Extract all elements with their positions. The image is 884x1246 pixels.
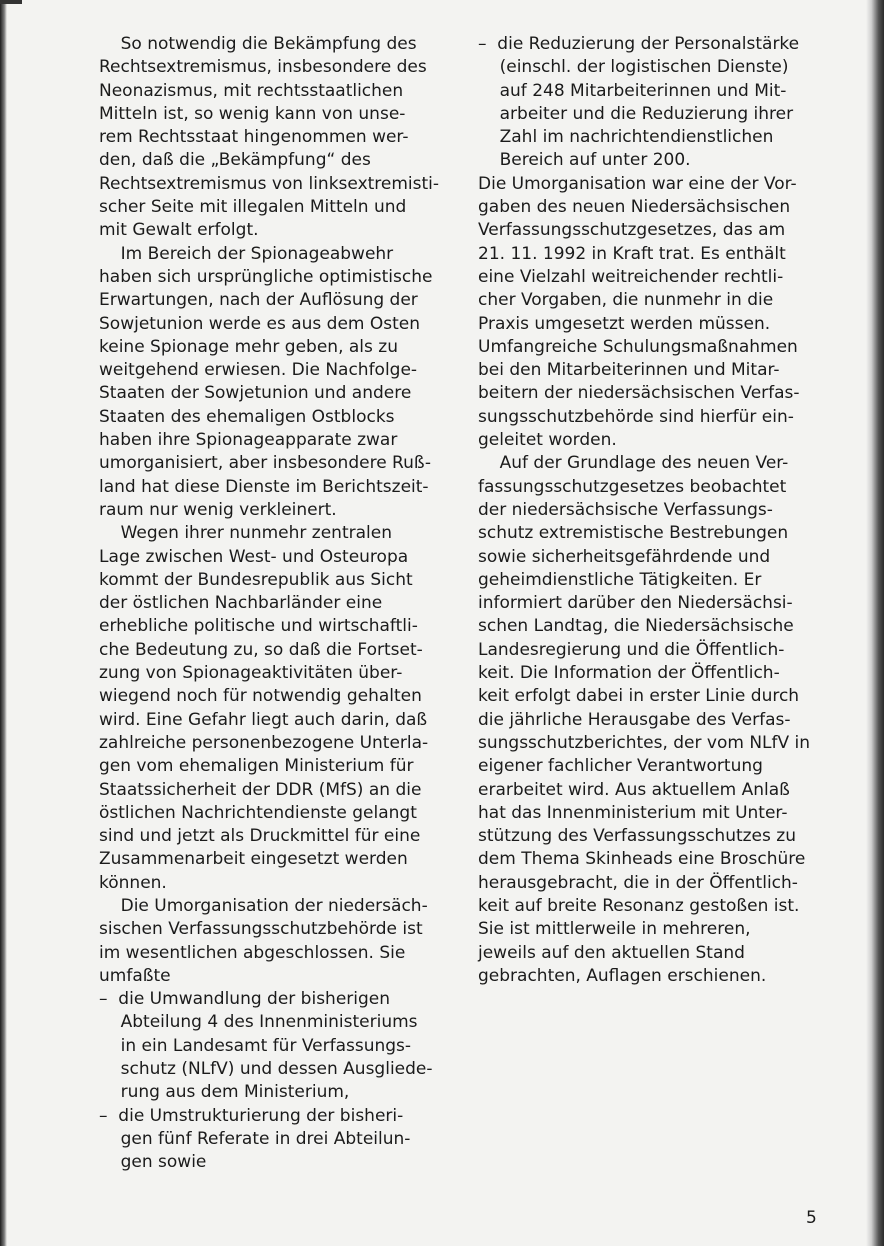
text-line: – die Umwandlung der bisherigen [99,989,391,1010]
text-line: Im Bereich der Spionageabwehr [99,243,394,264]
text-line: eigener fachlicher Verantwortung [478,756,763,777]
text-line: der östlichen Nachbarländer eine [99,593,383,614]
scan-edge-right [866,0,884,1246]
text-line: geleitet worden. [478,430,617,451]
text-line: schutz extremistische Bestrebungen [478,523,789,544]
text-line: (einschl. der logistischen Dienste) [478,57,789,78]
text-line: che Bedeutung zu, so daß die Fortset- [99,639,423,660]
text-line: erarbeitet wird. Aus aktuellem Anlaß [478,779,790,800]
text-line: Mitteln ist, so wenig kann von unse- [99,103,406,124]
text-line: Rechtsextremismus von linksextremisti- [99,173,440,194]
text-line: schutz (NLfV) und dessen Ausgliede- [99,1059,433,1080]
text-line: östlichen Nachrichtendienste gelangt [99,802,417,823]
text-line: Lage zwischen West- und Osteuropa [99,546,409,567]
text-line: Erwartungen, nach der Auflösung der [99,290,418,311]
text-line: haben sich ursprüngliche optimistische [99,266,433,287]
text-line: Umfangreiche Schulungsmaßnahmen [478,336,798,357]
text-line: die jährliche Herausgabe des Verfas- [478,709,791,730]
text-line: schen Landtag, die Niedersächsische [478,616,794,637]
text-line: jeweils auf den aktuellen Stand [478,942,745,963]
text-line: auf 248 Mitarbeiterinnen und Mit- [478,80,787,101]
text-line: gen sowie [99,1152,207,1173]
text-line: Staatssicherheit der DDR (MfS) an die [99,779,422,800]
text-line: Sie ist mittlerweile in mehreren, [478,919,751,940]
text-line: cher Vorgaben, die nunmehr in die [478,290,774,311]
text-line: bei den Mitarbeiterinnen und Mitar- [478,360,780,381]
text-line: den, daß die „Bekämpfung“ des [99,150,371,171]
text-line: beitern der niedersächsischen Verfas- [478,383,800,404]
text-line: zung von Spionageaktivitäten über- [99,663,403,684]
text-line: herausgebracht, die in der Öffentlich- [478,872,798,893]
text-line: haben ihre Spionageapparate zwar [99,430,398,451]
text-line: sischen Verfassungsschutzbehörde ist [99,919,423,940]
text-line: 21. 11. 1992 in Kraft trat. Es enthält [478,243,786,264]
text-line: keine Spionage mehr geben, als zu [99,336,398,357]
text-line: sungsschutzberichtes, der vom NLfV in [478,732,811,753]
text-line: raum nur wenig verkleinert. [99,499,337,520]
text-line: der niedersächsische Verfassungs- [478,499,773,520]
text-line: umfaßte [99,965,171,986]
text-line: Abteilung 4 des Innenministeriums [99,1012,418,1033]
text-line: informiert darüber den Niedersächsi- [478,593,793,614]
text-line: – die Umstrukturierung der bisheri- [99,1105,404,1126]
text-line: Zahl im nachrichtendienstlichen [478,127,774,148]
text-line: Die Umorganisation war eine der Vor- [478,173,797,194]
text-line: Auf der Grundlage des neuen Ver- [478,453,789,474]
text-line: gen fünf Referate in drei Abteilun- [99,1128,411,1149]
text-line: zahlreiche personenbezogene Unterla- [99,732,429,753]
text-line: hat das Innenministerium mit Unter- [478,802,788,823]
scan-top-mark [0,0,22,4]
right-text-column [478,33,828,988]
text-line: sowie sicherheitsgefährdende und [478,546,771,567]
text-line: Wegen ihrer nunmehr zentralen [99,523,392,544]
text-line: dem Thema Skinheads eine Broschüre [478,849,806,870]
text-line: So notwendig die Bekämpfung des [99,34,417,54]
text-line: keit erfolgt dabei in erster Linie durch [478,686,800,707]
text-line: Zusammenarbeit eingesetzt werden [99,849,408,870]
text-line: keit. Die Information der Öffentlich- [478,663,780,684]
text-line: Bereich auf unter 200. [478,150,691,171]
scan-edge-left [0,0,7,1246]
text-line: geheimdienstliche Tätigkeiten. Er [478,569,762,590]
page-number: 5 [806,1208,817,1228]
text-line: – die Reduzierung der Personalstärke [478,34,800,54]
text-line: eine Vielzahl weitreichender rechtli- [478,266,784,287]
text-line: können. [99,872,167,893]
text-line: Verfassungsschutzgesetzes, das am [478,220,786,241]
text-line: fassungsschutzgesetzes beobachtet [478,476,787,497]
text-line: Staaten der Sowjetunion und andere [99,383,412,404]
text-line: sungsschutzbehörde sind hierfür ein- [478,406,794,427]
text-line: gebrachten, Auflagen erschienen. [478,965,767,986]
text-line: Neonazismus, mit rechtsstaatlichen [99,80,404,101]
text-line: wird. Eine Gefahr liegt auch darin, daß [99,709,428,730]
text-line: stützung des Verfassungsschutzes zu [478,826,796,847]
left-text-column [99,33,449,1175]
text-line: gaben des neuen Niedersächsischen [478,197,791,218]
text-line: arbeiter und die Reduzierung ihrer [478,103,794,124]
text-line: rung aus dem Ministerium, [99,1082,350,1103]
text-line: wiegend noch für notwendig gehalten [99,686,422,707]
text-line: in ein Landesamt für Verfassungs- [99,1035,412,1056]
text-line: kommt der Bundesrepublik aus Sicht [99,569,413,590]
text-line: weitgehend erwiesen. Die Nachfolge- [99,360,418,381]
text-line: gen vom ehemaligen Ministerium für [99,756,414,777]
text-line: Staaten des ehemaligen Ostblocks [99,406,395,427]
text-line: Landesregierung und die Öffentlich- [478,639,785,660]
text-line: umorganisiert, aber insbesondere Ruß- [99,453,432,474]
text-line: land hat diese Dienste im Berichtszeit- [99,476,429,497]
text-line: erhebliche politische und wirtschaftli- [99,616,418,637]
text-line: keit auf breite Resonanz gestoßen ist. [478,895,800,916]
text-line: sind und jetzt als Druckmittel für eine [99,826,421,847]
text-line: scher Seite mit illegalen Mitteln und [99,197,407,218]
text-line: rem Rechtsstaat hingenommen wer- [99,127,409,148]
text-line: im wesentlichen abgeschlossen. Sie [99,942,406,963]
text-line: Sowjetunion werde es aus dem Osten [99,313,421,334]
text-line: mit Gewalt erfolgt. [99,220,259,241]
text-line: Rechtsextremismus, insbesondere des [99,57,427,78]
text-line: Praxis umgesetzt werden müssen. [478,313,771,334]
text-line: Die Umorganisation der niedersäch- [99,895,428,916]
